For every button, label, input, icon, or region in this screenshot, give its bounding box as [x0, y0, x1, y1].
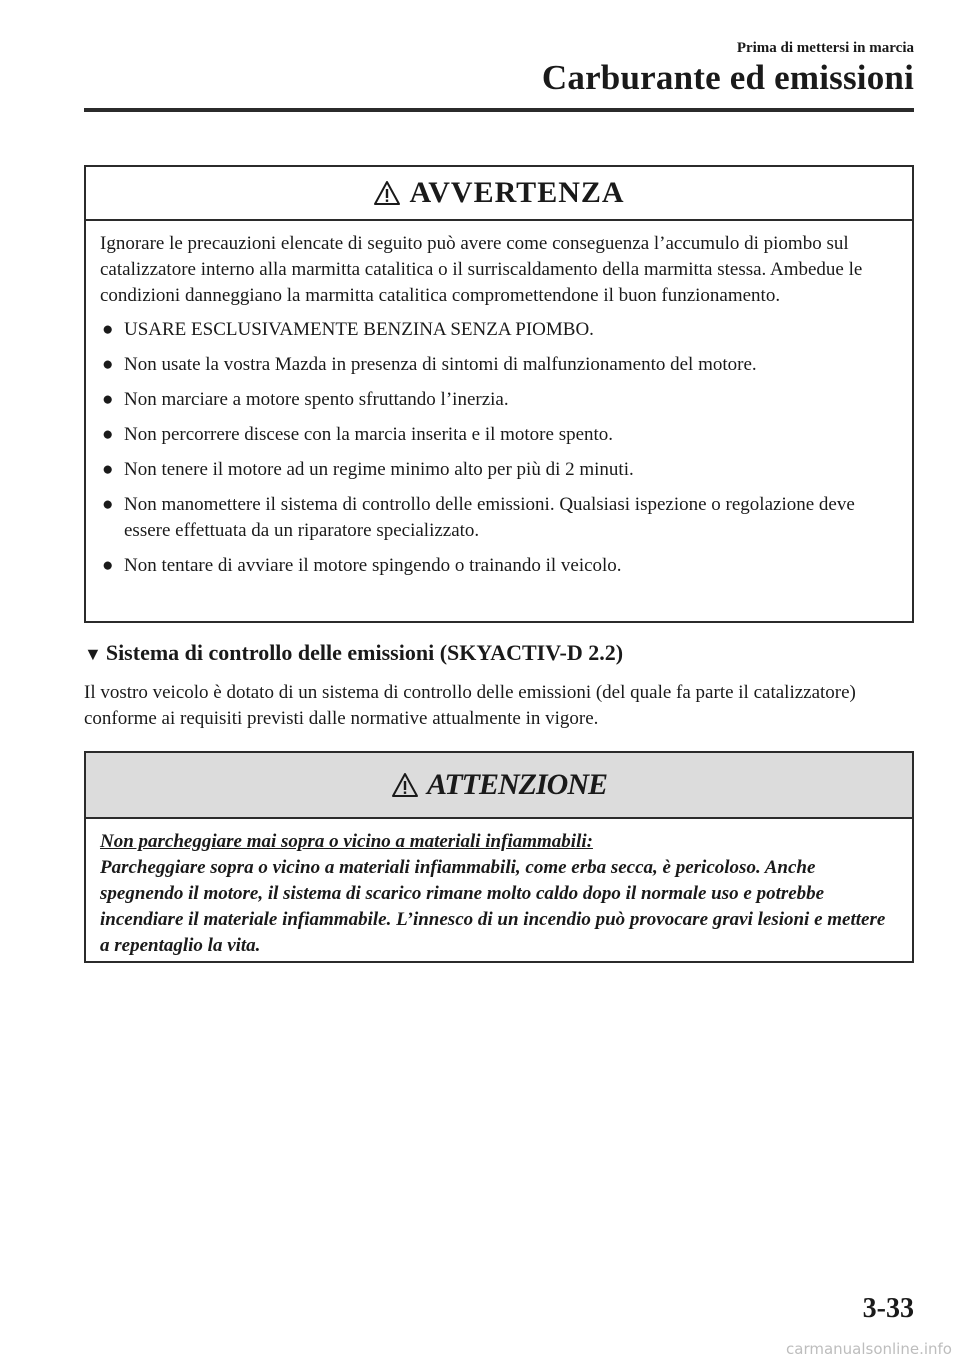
warning-bullet — [100, 352, 898, 378]
caution-heading: ATTENZIONE — [426, 768, 608, 801]
caution-text: Parcheggiare sopra o vicino a materiali infiammabili, come erba secca, è pericoloso. Anche spegnendo il motore, il sistema di scarico rimane molto caldo dopo il normale uso e potrebbe incendiare il materiale infiammabile. L’innesco di un incendio può provocare gravi lesioni e mettere a repentaglio la vita. — [100, 857, 886, 956]
warning-bullet-text: Non manomettere il sistema di controllo delle emissioni. Qualsiasi ispezione o regolazione deve essere effettuata da un riparatore specializzato. — [124, 494, 855, 541]
warning-bullet-text: Non marciare a motore spento sfruttando l’inerzia. — [124, 389, 509, 410]
warning-heading-bar — [86, 167, 912, 221]
warning-bullet — [100, 317, 898, 343]
page-title: Carburante ed emissioni — [541, 58, 914, 97]
warning-bullet-text: Non tentare di avviare il motore spingendo o trainando il veicolo. — [124, 555, 622, 576]
triangle-down-icon: ▼ — [84, 644, 102, 664]
page-subtitle: Prima di mettersi in marcia — [736, 40, 914, 56]
bullet-dot-icon: ● — [102, 459, 114, 480]
bullet-dot-icon: ● — [102, 494, 114, 515]
warning-box — [84, 165, 914, 623]
warning-bullet-text: Non percorrere discese con la marcia inserita e il motore spento. — [124, 424, 614, 445]
warning-bullet — [100, 457, 898, 483]
bullet-dot-icon: ● — [102, 319, 114, 340]
section-heading — [84, 640, 623, 666]
page-number: 3-33 — [862, 1293, 914, 1324]
caution-heading-bar — [86, 753, 912, 819]
header-rule — [84, 108, 914, 112]
section-title-text: Sistema di controllo delle emissioni (SKYACTIV-D 2.2) — [105, 640, 624, 665]
warning-bullet — [100, 422, 898, 448]
warning-bullet-text: Non tenere il motore ad un regime minimo alto per più di 2 minuti. — [124, 459, 634, 480]
caution-box — [84, 751, 914, 963]
caution-subheading: Non parcheggiare mai sopra o vicino a materiali infiammabili: — [100, 831, 593, 852]
warning-heading: AVVERTENZA — [409, 176, 625, 209]
bullet-dot-icon: ● — [102, 555, 114, 576]
warning-bullet — [100, 492, 898, 544]
bullet-dot-icon: ● — [102, 424, 114, 445]
warning-triangle-icon — [391, 772, 419, 798]
caution-body — [86, 819, 912, 959]
warning-bullet-text: Non usate la vostra Mazda in presenza di sintomi di malfunzionamento del motore. — [124, 354, 757, 375]
warning-body — [86, 221, 912, 579]
warning-bullet — [100, 387, 898, 413]
bullet-dot-icon: ● — [102, 354, 114, 375]
warning-intro: Ignorare le precauzioni elencate di seguito può avere come conseguenza l’accumulo di piombo sul catalizzatore interno alla marmitta catalitica o il surriscaldamento della marmitta stessa. Ambedue le condizioni danneggiano la marmitta catalitica compromettendone il buon funzionamento. — [100, 233, 863, 306]
bullet-dot-icon: ● — [102, 389, 114, 410]
section-body: Il vostro veicolo è dotato di un sistema di controllo delle emissioni (del quale fa parte il catalizzatore) conforme ai requisiti previsti dalle normative attualmente in vigore. — [84, 682, 856, 729]
warning-bullet-text: USARE ESCLUSIVAMENTE BENZINA SENZA PIOMBO. — [124, 319, 594, 340]
warning-bullet — [100, 553, 898, 579]
warning-triangle-icon — [373, 180, 401, 206]
warning-bullet-list — [100, 317, 898, 579]
watermark-url: carmanualsonline.info — [786, 1340, 952, 1358]
